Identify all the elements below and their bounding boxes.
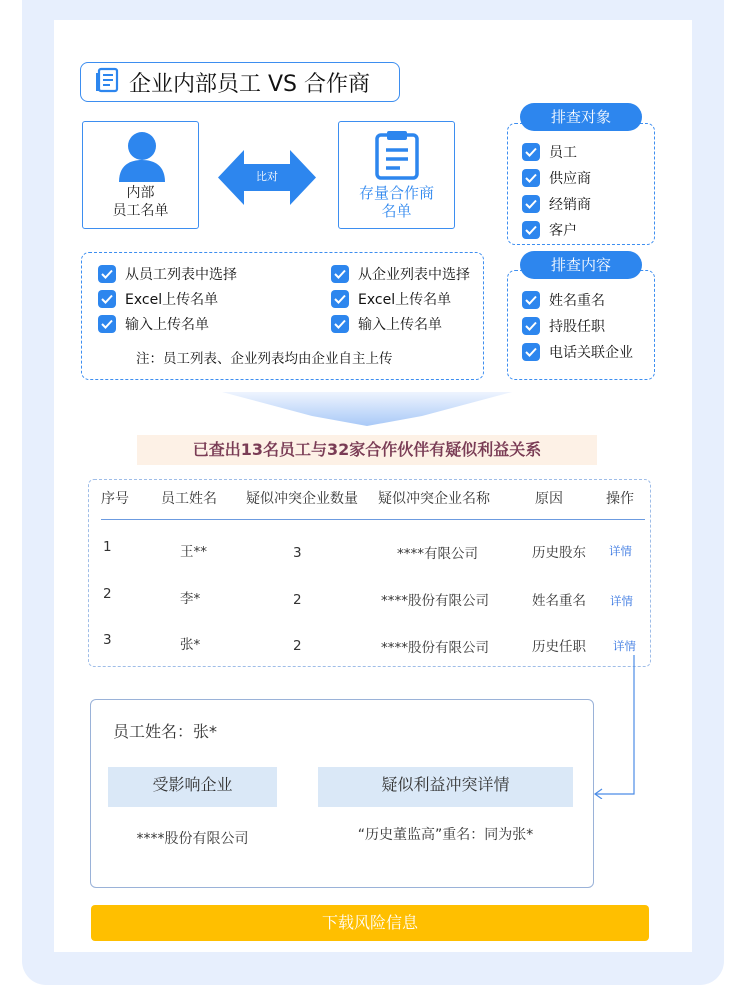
page-title: 企业内部员工 VS 合作商 bbox=[129, 71, 371, 97]
check-icon bbox=[331, 265, 349, 283]
target-item[interactable] bbox=[522, 168, 591, 188]
partner-label-line1: 存量合作商 bbox=[358, 184, 434, 202]
target-label: 员工 bbox=[549, 145, 577, 161]
connector-arrow bbox=[590, 653, 640, 799]
source-option-label: Excel上传名单 bbox=[125, 292, 219, 308]
compare-arrow bbox=[218, 150, 316, 205]
check-icon bbox=[331, 290, 349, 308]
partner-list-box bbox=[338, 121, 455, 229]
cell-count: 3 bbox=[293, 545, 302, 561]
cell-company: ****股份有限公司 bbox=[381, 640, 489, 656]
cell-count: 2 bbox=[293, 592, 302, 608]
clipboard-icon bbox=[374, 130, 420, 184]
cell-reason: 历史任职 bbox=[532, 639, 586, 655]
check-icon bbox=[98, 315, 116, 333]
target-label: 客户 bbox=[549, 223, 577, 239]
col-header-count: 疑似冲突企业数量 bbox=[246, 491, 358, 507]
check-icon bbox=[98, 290, 116, 308]
check-icon bbox=[331, 315, 349, 333]
header-divider bbox=[101, 519, 645, 520]
check-icon bbox=[522, 317, 540, 335]
source-option-label: 输入上传名单 bbox=[358, 317, 442, 333]
check-icon bbox=[522, 291, 540, 309]
cell-name: 王** bbox=[180, 544, 207, 560]
employee-label-line2: 员工名单 bbox=[112, 203, 169, 219]
col-header-action: 操作 bbox=[606, 491, 634, 507]
download-button[interactable]: 下载风险信息 bbox=[91, 905, 649, 941]
funnel-arrow bbox=[222, 388, 512, 426]
target-item[interactable] bbox=[522, 142, 577, 162]
partner-label-line2: 名单 bbox=[381, 202, 412, 220]
content-item[interactable] bbox=[522, 342, 633, 362]
employee-label-line1: 内部 bbox=[126, 185, 155, 201]
check-icon bbox=[98, 265, 116, 283]
source-option-label: 输入上传名单 bbox=[125, 317, 209, 333]
cell-reason: 历史股东 bbox=[532, 545, 586, 561]
check-icon bbox=[522, 195, 540, 213]
target-item[interactable] bbox=[522, 194, 591, 214]
col-header-no: 序号 bbox=[101, 491, 129, 507]
col-header-name: 员工姓名 bbox=[161, 491, 217, 507]
content-item[interactable] bbox=[522, 316, 605, 336]
affected-heading: 受影响企业 bbox=[108, 767, 277, 807]
detail-link[interactable]: 详情 bbox=[609, 544, 632, 558]
source-option[interactable] bbox=[331, 289, 451, 309]
document-icon bbox=[81, 67, 121, 97]
cell-count: 2 bbox=[293, 638, 302, 654]
check-icon bbox=[522, 143, 540, 161]
cell-name: 李* bbox=[180, 591, 201, 607]
cell-no: 3 bbox=[103, 632, 112, 648]
source-option[interactable] bbox=[98, 314, 209, 334]
compare-label: 比对 bbox=[256, 170, 278, 183]
target-label: 供应商 bbox=[549, 171, 591, 187]
source-option[interactable] bbox=[98, 289, 218, 309]
check-icon bbox=[522, 221, 540, 239]
conflict-heading: 疑似利益冲突详情 bbox=[318, 767, 573, 807]
cell-no: 1 bbox=[103, 539, 112, 555]
source-option-label: 从员工列表中选择 bbox=[125, 267, 237, 283]
cell-name: 张* bbox=[180, 637, 201, 653]
content-item[interactable] bbox=[522, 290, 605, 310]
user-icon bbox=[117, 128, 167, 188]
col-header-reason: 原因 bbox=[535, 491, 563, 507]
content-label: 电话关联企业 bbox=[549, 345, 633, 361]
source-option-label: 从企业列表中选择 bbox=[358, 267, 470, 283]
detail-link[interactable]: 详情 bbox=[613, 639, 636, 653]
detail-employee: 员工姓名：张* bbox=[113, 722, 218, 741]
cell-company: ****股份有限公司 bbox=[381, 593, 489, 609]
contents-title: 排查内容 bbox=[520, 251, 642, 279]
sources-note: 注：员工列表、企业列表均由企业自主上传 bbox=[136, 351, 393, 367]
conflict-value: “历史董监高”重名：同为张* bbox=[357, 827, 534, 843]
result-summary: 已查出13名员工与32家合作伙伴有疑似利益关系 bbox=[137, 435, 597, 465]
cell-reason: 姓名重名 bbox=[532, 593, 586, 609]
target-label: 经销商 bbox=[549, 197, 591, 213]
source-option[interactable] bbox=[331, 314, 442, 334]
check-icon bbox=[522, 343, 540, 361]
source-option[interactable] bbox=[98, 264, 237, 284]
source-option-label: Excel上传名单 bbox=[358, 292, 452, 308]
source-option[interactable] bbox=[331, 264, 470, 284]
content-label: 姓名重名 bbox=[549, 293, 605, 309]
check-icon bbox=[522, 169, 540, 187]
cell-no: 2 bbox=[103, 586, 112, 602]
content-label: 持股任职 bbox=[549, 319, 605, 335]
title-box bbox=[80, 62, 400, 102]
employee-list-box bbox=[82, 121, 199, 229]
targets-title: 排查对象 bbox=[520, 103, 642, 131]
target-item[interactable] bbox=[522, 220, 577, 240]
cell-company: ****有限公司 bbox=[397, 546, 478, 562]
affected-value: ****股份有限公司 bbox=[136, 831, 249, 847]
detail-link[interactable]: 详情 bbox=[610, 594, 633, 608]
col-header-company: 疑似冲突企业名称 bbox=[378, 491, 490, 507]
